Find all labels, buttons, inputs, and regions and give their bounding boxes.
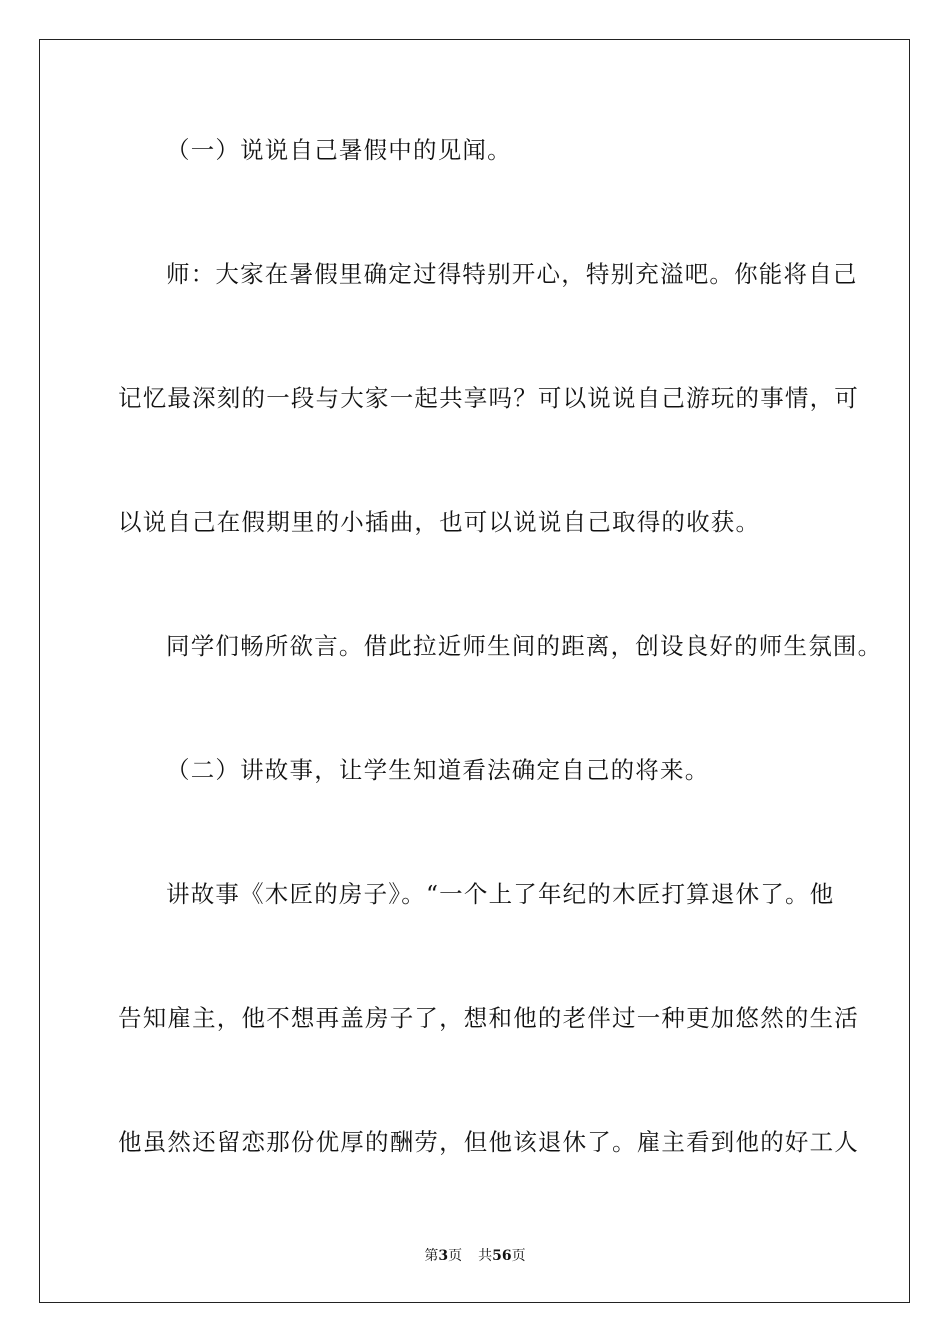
paragraph-5-line-3: 他虽然还留恋那份优厚的酬劳，但他该退休了。雇主看到他的好工人: [118, 1128, 859, 1156]
paragraph-1: （一）说说自己暑假中的见闻。: [166, 136, 512, 164]
paragraph-5-line-2: 告知雇主，他不想再盖房子了，想和他的老伴过一种更加悠然的生活: [118, 1004, 859, 1032]
footer-total-pages: 56: [492, 1248, 512, 1264]
paragraph-3: 同学们畅所欲言。借此拉近师生间的距离，创设良好的师生氛围。: [166, 632, 883, 660]
paragraph-5-line-1: 讲故事《木匠的房子》。“一个上了年纪的木匠打算退休了。他: [166, 880, 835, 908]
paragraph-4-heading: （二）讲故事，让学生知道看法确定自己的将来。: [166, 756, 710, 784]
page-border: [39, 39, 910, 1303]
paragraph-2-line-3: 以说自己在假期里的小插曲，也可以说说自己取得的收获。: [118, 508, 761, 536]
footer-page-prefix: 第: [424, 1248, 439, 1264]
paragraph-2-line-1: 师：大家在暑假里确定过得特别开心，特别充溢吧。你能将自己: [166, 260, 858, 288]
footer-total-suffix: 页: [511, 1248, 526, 1264]
footer-page-suffix: 页: [448, 1248, 463, 1264]
footer-page-number: 3: [438, 1248, 449, 1264]
footer-total-prefix: 共: [478, 1248, 493, 1264]
page-footer: [0, 1247, 950, 1265]
paragraph-2-line-2: 记忆最深刻的一段与大家一起共享吗？可以说说自己游玩的事情，可: [118, 384, 859, 412]
